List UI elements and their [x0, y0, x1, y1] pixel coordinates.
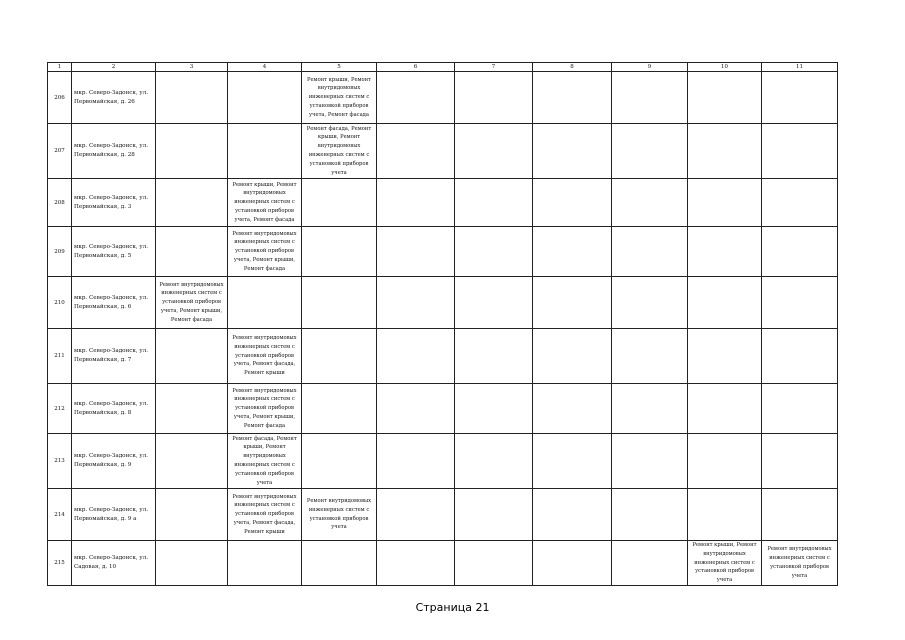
col-header: 1 [48, 63, 72, 72]
work-cell-col-5 [302, 329, 377, 384]
work-cell-col-4: Ремонт внутридомовых инженерных систем с установкой приборов учета, Ремонт фасада, Ремонт крыши [228, 489, 302, 541]
work-cell-col-3 [156, 124, 228, 179]
work-cell-col-11: Ремонт внутридомовых инженерных систем с установкой приборов учета [762, 541, 838, 586]
work-cell-col-6 [377, 72, 455, 124]
work-cell-col-6 [377, 277, 455, 329]
work-cell-col-10 [688, 124, 762, 179]
address-cell: мкр. Северо-Задонск, ул. Первомайская, д. 26 [72, 72, 156, 124]
work-cell-col-5: Ремонт внутридомовых инженерных систем с установкой приборов учета [302, 489, 377, 541]
work-cell-col-3 [156, 329, 228, 384]
work-cell-col-10 [688, 227, 762, 277]
row-number: 206 [48, 72, 72, 124]
work-cell-col-5 [302, 227, 377, 277]
work-cell-col-11 [762, 277, 838, 329]
work-cell-col-11 [762, 384, 838, 434]
work-cell-col-7 [455, 434, 533, 489]
work-cell-col-8 [533, 489, 612, 541]
address-cell: мкр. Северо-Задонск, ул. Первомайская, д. 5 [72, 227, 156, 277]
page-number: Страница 21 [415, 601, 490, 614]
address-cell: мкр. Северо-Задонск, ул. Первомайская, д. 28 [72, 124, 156, 179]
work-cell-col-10 [688, 384, 762, 434]
table-row [48, 489, 838, 541]
work-cell-col-8 [533, 541, 612, 586]
work-cell-col-4: Ремонт внутридомовых инженерных систем с установкой приборов учета, Ремонт крыши, Ремонт фасада [228, 384, 302, 434]
work-cell-col-4 [228, 124, 302, 179]
work-cell-col-5 [302, 179, 377, 227]
work-cell-col-11 [762, 329, 838, 384]
work-cell-col-10 [688, 329, 762, 384]
work-cell-col-10: Ремонт крыши, Ремонт внутридомовых инженерных систем с установкой приборов учета [688, 541, 762, 586]
work-cell-col-8 [533, 124, 612, 179]
work-cell-col-7 [455, 329, 533, 384]
work-cell-col-3: Ремонт внутридомовых инженерных систем с установкой приборов учета, Ремонт крыши, Ремонт фасада [156, 277, 228, 329]
table-row [48, 227, 838, 277]
row-number: 210 [48, 277, 72, 329]
work-cell-col-6 [377, 179, 455, 227]
work-cell-col-5: Ремонт крыши, Ремонт внутридомовых инженерных систем с установкой приборов учета, Ремонт фасада [302, 72, 377, 124]
work-cell-col-10 [688, 434, 762, 489]
header-row [48, 63, 838, 72]
table-row [48, 541, 838, 586]
work-cell-col-11 [762, 72, 838, 124]
col-header: 10 [688, 63, 762, 72]
work-cell-col-3 [156, 489, 228, 541]
work-cell-col-6 [377, 329, 455, 384]
address-cell: мкр. Северо-Задонск, ул. Первомайская, д. 3 [72, 179, 156, 227]
row-number: 208 [48, 179, 72, 227]
work-cell-col-4: Ремонт фасада, Ремонт крыши, Ремонт внутридомовых инженерных систем с установкой приборов учета [228, 434, 302, 489]
col-header: 6 [377, 63, 455, 72]
work-cell-col-11 [762, 227, 838, 277]
work-cell-col-8 [533, 434, 612, 489]
work-cell-col-6 [377, 124, 455, 179]
work-cell-col-10 [688, 179, 762, 227]
work-cell-col-6 [377, 227, 455, 277]
work-cell-col-5 [302, 541, 377, 586]
work-cell-col-10 [688, 277, 762, 329]
works-table [47, 62, 838, 586]
work-cell-col-9 [612, 384, 688, 434]
work-cell-col-5: Ремонт фасада, Ремонт крыши, Ремонт внутридомовых инженерных систем с установкой приборов учета [302, 124, 377, 179]
work-cell-col-9 [612, 541, 688, 586]
work-cell-col-9 [612, 72, 688, 124]
work-cell-col-4 [228, 72, 302, 124]
table-row [48, 434, 838, 489]
work-cell-col-3 [156, 541, 228, 586]
work-cell-col-11 [762, 124, 838, 179]
work-cell-col-7 [455, 541, 533, 586]
col-header: 7 [455, 63, 533, 72]
work-cell-col-9 [612, 329, 688, 384]
work-cell-col-11 [762, 179, 838, 227]
work-cell-col-9 [612, 277, 688, 329]
table-row [48, 72, 838, 124]
work-cell-col-7 [455, 277, 533, 329]
work-cell-col-7 [455, 72, 533, 124]
col-header: 9 [612, 63, 688, 72]
table-row [48, 384, 838, 434]
work-cell-col-7 [455, 489, 533, 541]
table-row [48, 277, 838, 329]
address-cell: мкр. Северо-Задонск, ул. Первомайская, д. 8 [72, 384, 156, 434]
work-cell-col-7 [455, 227, 533, 277]
address-cell: мкр. Северо-Задонск, ул. Первомайская, д. 7 [72, 329, 156, 384]
table-row [48, 329, 838, 384]
work-cell-col-3 [156, 384, 228, 434]
work-cell-col-10 [688, 489, 762, 541]
row-number: 207 [48, 124, 72, 179]
work-cell-col-4: Ремонт внутридомовых инженерных систем с установкой приборов учета, Ремонт крыши, Ремонт фасада [228, 227, 302, 277]
work-cell-col-8 [533, 277, 612, 329]
col-header: 11 [762, 63, 838, 72]
work-cell-col-9 [612, 124, 688, 179]
work-cell-col-4 [228, 277, 302, 329]
col-header: 3 [156, 63, 228, 72]
row-number: 211 [48, 329, 72, 384]
row-number: 215 [48, 541, 72, 586]
work-cell-col-10 [688, 72, 762, 124]
col-header: 8 [533, 63, 612, 72]
row-number: 213 [48, 434, 72, 489]
work-cell-col-6 [377, 434, 455, 489]
address-cell: мкр. Северо-Задонск, ул. Первомайская, д. 9 а [72, 489, 156, 541]
work-cell-col-8 [533, 227, 612, 277]
row-number: 214 [48, 489, 72, 541]
row-number: 209 [48, 227, 72, 277]
address-cell: мкр. Северо-Задонск, ул. Садовая, д. 10 [72, 541, 156, 586]
work-cell-col-8 [533, 179, 612, 227]
work-cell-col-3 [156, 227, 228, 277]
work-cell-col-4: Ремонт крыши, Ремонт внутридомовых инженерных систем с установкой приборов учета, Ремонт фасада [228, 179, 302, 227]
work-cell-col-9 [612, 489, 688, 541]
work-cell-col-8 [533, 329, 612, 384]
work-cell-col-6 [377, 541, 455, 586]
work-cell-col-8 [533, 72, 612, 124]
row-number: 212 [48, 384, 72, 434]
address-cell: мкр. Северо-Задонск, ул. Первомайская, д. 6 [72, 277, 156, 329]
work-cell-col-8 [533, 384, 612, 434]
work-cell-col-9 [612, 227, 688, 277]
table-row [48, 179, 838, 227]
work-cell-col-9 [612, 434, 688, 489]
work-cell-col-3 [156, 179, 228, 227]
work-cell-col-7 [455, 124, 533, 179]
work-cell-col-11 [762, 434, 838, 489]
work-cell-col-6 [377, 489, 455, 541]
work-cell-col-7 [455, 384, 533, 434]
table-row [48, 124, 838, 179]
col-header: 4 [228, 63, 302, 72]
work-cell-col-4: Ремонт внутридомовых инженерных систем с установкой приборов учета, Ремонт фасада, Ремонт крыши [228, 329, 302, 384]
work-cell-col-5 [302, 384, 377, 434]
work-cell-col-5 [302, 277, 377, 329]
work-cell-col-4 [228, 541, 302, 586]
col-header: 5 [302, 63, 377, 72]
work-cell-col-3 [156, 434, 228, 489]
work-cell-col-7 [455, 179, 533, 227]
col-header: 2 [72, 63, 156, 72]
work-cell-col-9 [612, 179, 688, 227]
work-cell-col-6 [377, 384, 455, 434]
address-cell: мкр. Северо-Задонск, ул. Первомайская, д. 9 [72, 434, 156, 489]
work-cell-col-3 [156, 72, 228, 124]
work-cell-col-5 [302, 434, 377, 489]
work-cell-col-11 [762, 489, 838, 541]
